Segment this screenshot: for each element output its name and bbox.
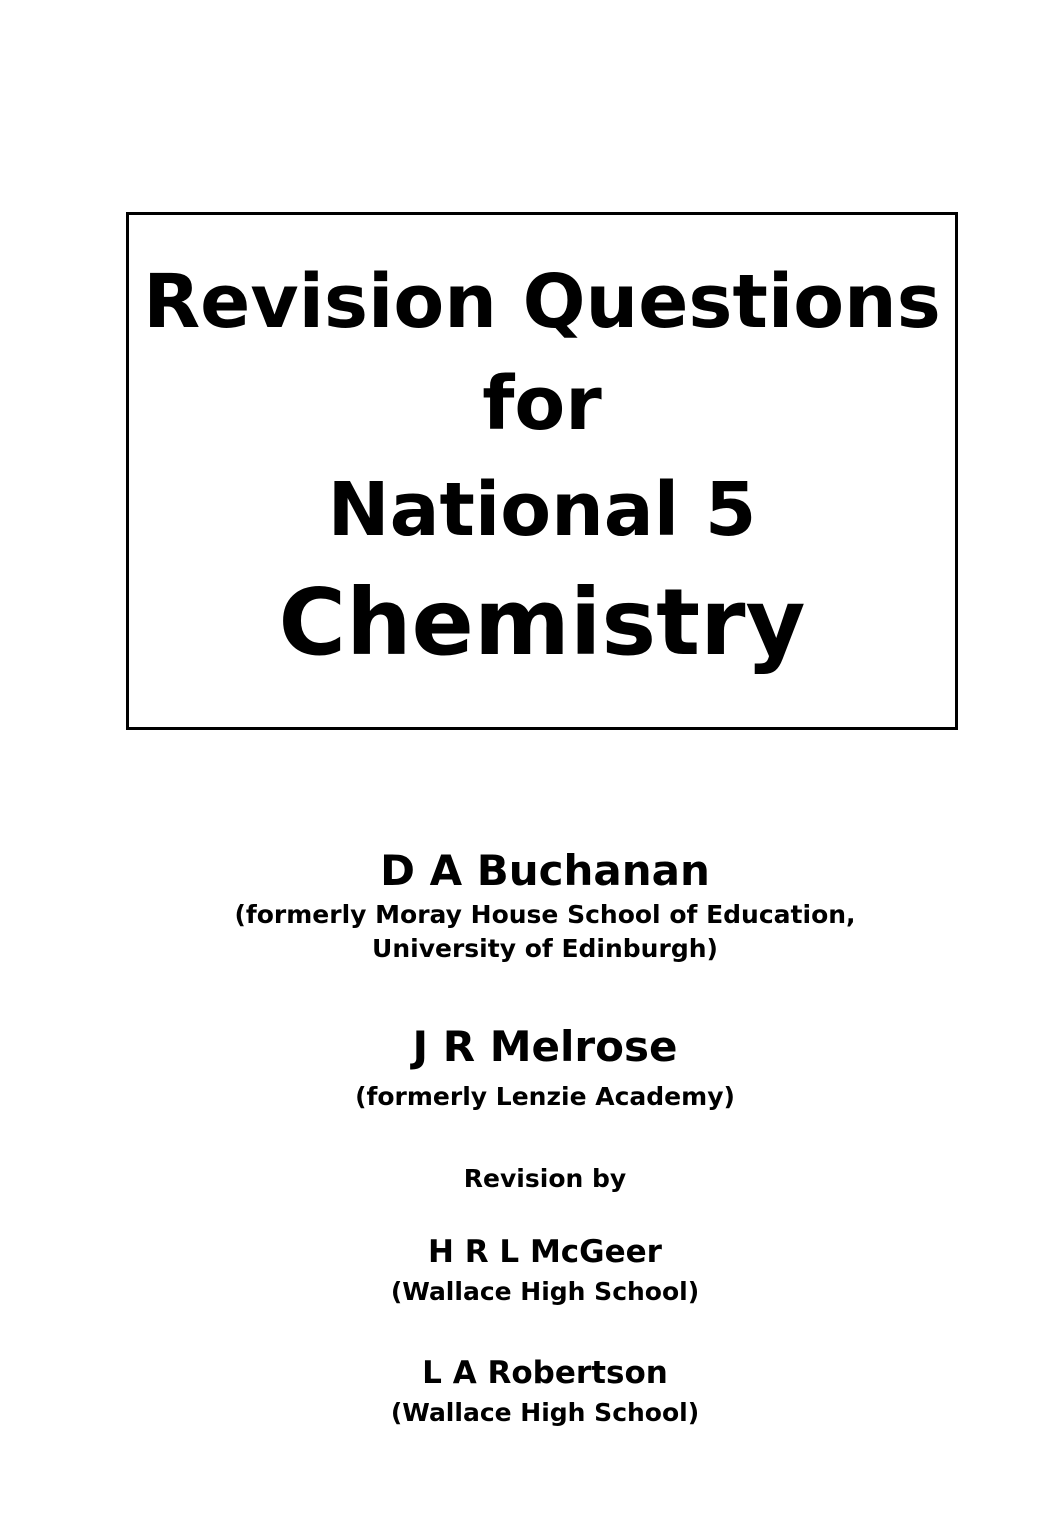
title-line-2: for [482, 361, 602, 447]
author-affiliation-1a: (formerly Moray House School of Education, [234, 900, 856, 929]
reviser-name-2: L A Robertson [422, 1355, 668, 1391]
title-box [126, 212, 958, 730]
title-line-3: National 5 [327, 467, 757, 553]
reviser-name-1: H R L McGeer [428, 1234, 662, 1270]
title-line-4: Chemistry [278, 569, 806, 676]
title-line-1: Revision Questions [143, 259, 941, 345]
author-affiliation-2: (formerly Lenzie Academy) [355, 1082, 735, 1111]
author-name-2: J R Melrose [412, 1022, 678, 1071]
reviser-affiliation-2: (Wallace High School) [390, 1398, 700, 1427]
reviser-affiliation-1: (Wallace High School) [390, 1277, 700, 1306]
revision-label: Revision by [463, 1164, 627, 1193]
author-affiliation-1b: University of Edinburgh) [372, 934, 718, 963]
author-name-1: D A Buchanan [380, 846, 710, 895]
